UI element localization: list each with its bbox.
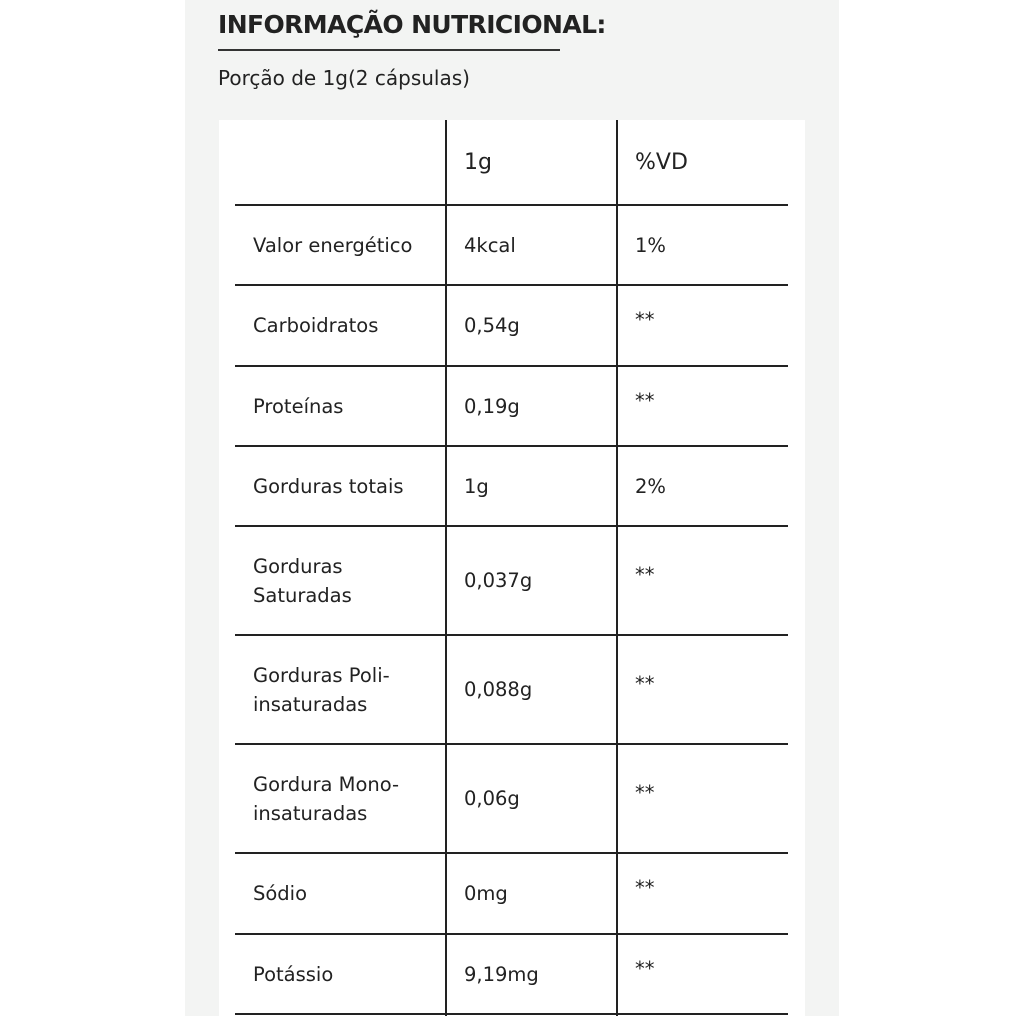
nutrient-name — [253, 636, 443, 743]
portion-text: Porção de 1g(2 cápsulas) — [218, 66, 470, 90]
nutrient-amount: 0,037g — [464, 569, 533, 592]
nutrient-amount: 0mg — [464, 882, 508, 905]
nutrient-name — [253, 527, 443, 634]
nutrient-name-line: Saturadas — [253, 583, 352, 607]
title-underline — [218, 49, 560, 51]
row-divider — [235, 1013, 788, 1015]
page-title: INFORMAÇÃO NUTRICIONAL: — [218, 10, 606, 39]
nutrient-dv: ** — [635, 388, 655, 412]
nutrient-dv: ** — [635, 956, 655, 980]
header-name-cell — [253, 120, 443, 204]
nutrient-amount: 1g — [464, 474, 489, 498]
header-dv-cell: %VD — [635, 149, 688, 175]
nutrient-name-line: Gordura Mono- — [253, 772, 400, 796]
nutrient-amount: 4kcal — [464, 233, 516, 257]
nutrient-dv: ** — [635, 781, 655, 804]
nutrient-amount: 0,088g — [464, 678, 533, 701]
nutrient-name: Proteínas — [253, 394, 344, 418]
nutrient-name-line: Gorduras — [253, 554, 343, 578]
nutrient-name: Potássio — [253, 962, 334, 986]
nutrient-amount: 0,19g — [464, 394, 520, 418]
nutrient-dv: ** — [635, 308, 655, 331]
column-divider — [445, 120, 447, 1016]
nutrient-name: Gorduras totais — [253, 474, 404, 498]
nutrient-dv: ** — [635, 876, 655, 899]
nutrient-amount: 9,19mg — [464, 962, 539, 986]
column-divider — [616, 120, 618, 1016]
nutrient-dv: 2% — [635, 474, 666, 498]
nutrient-name-line: insaturadas — [253, 801, 368, 825]
nutrient-amount: 0,06g — [464, 787, 520, 810]
nutrient-name: Valor energético — [253, 233, 413, 257]
nutrient-name-line: insaturadas — [253, 692, 368, 716]
header-amount-cell: 1g — [464, 149, 492, 175]
nutrient-dv: ** — [635, 672, 655, 695]
nutrient-name: Sódio — [253, 882, 308, 905]
nutrient-name — [253, 745, 443, 852]
nutrient-amount: 0,54g — [464, 314, 520, 337]
nutrient-dv: 1% — [635, 233, 666, 257]
nutrient-name: Carboidratos — [253, 314, 379, 337]
nutrient-dv: ** — [635, 563, 655, 586]
nutrient-name-line: Gorduras Poli- — [253, 663, 390, 687]
